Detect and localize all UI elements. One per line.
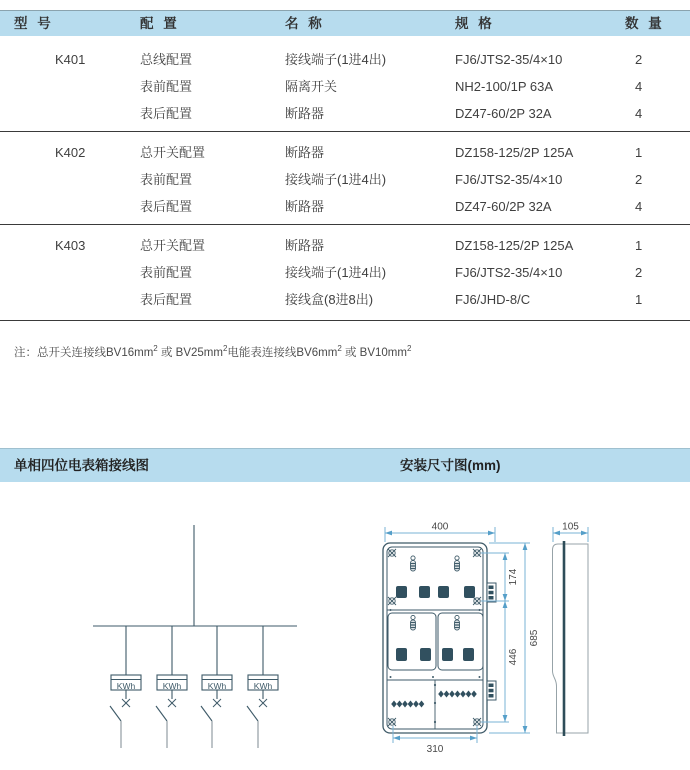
wiring-section-title: 单相四位电表箱接线图 — [14, 458, 149, 473]
qty-cell: 2 — [635, 52, 643, 67]
name-cell: 接线端子(1进4出) — [285, 52, 387, 67]
config-cell: 总开关配置 — [140, 238, 206, 253]
name-cell: 接线端子(1进4出) — [285, 172, 387, 187]
footnote-text: 或 BV10mm — [344, 347, 407, 359]
qty-cell: 1 — [635, 145, 643, 160]
qty-cell: 2 — [635, 265, 643, 280]
footnote-sup: 2 — [406, 344, 412, 354]
breaker-blade — [201, 706, 212, 721]
breaker-blade — [110, 706, 121, 721]
table-group-k402 — [0, 132, 690, 225]
dimension-diagram — [360, 500, 670, 768]
meter-branch — [201, 626, 232, 748]
dim-front-width: 400 — [431, 521, 449, 533]
dim-side-depth: 105 — [562, 521, 579, 533]
model-cell: K403 — [55, 238, 86, 253]
screw-icon — [388, 718, 396, 726]
config-cell: 表后配置 — [140, 292, 193, 307]
table-group-k403 — [0, 225, 690, 321]
bus-lines — [93, 525, 297, 626]
screw-icon — [388, 549, 396, 557]
contact-x-mark — [213, 699, 221, 707]
footnote-label: 注： — [14, 347, 37, 359]
slot-icon — [455, 615, 460, 630]
window — [419, 586, 430, 598]
spec-cell: FJ6/JTS2-35/4×10 — [455, 52, 563, 67]
window — [438, 586, 449, 598]
spec-table — [0, 10, 690, 321]
spec-cell: DZ158-125/2P 125A — [455, 145, 574, 160]
footnote-sup: 2 — [222, 344, 228, 354]
column-header-model: 型 号 — [14, 16, 54, 31]
contact-x-mark — [259, 699, 267, 707]
breaker-blade — [247, 706, 258, 721]
model-cell: K401 — [55, 52, 86, 67]
dim-hole-span-bottom: 310 — [426, 744, 444, 755]
table-header-row — [0, 10, 690, 36]
contact-x-mark — [168, 699, 176, 707]
screw-icon — [473, 549, 481, 557]
config-cell: 表前配置 — [140, 79, 193, 94]
kwh-meter-label: KWh — [207, 681, 227, 691]
dim-hole-span-mid: 446 — [508, 648, 519, 666]
window — [420, 648, 431, 661]
window — [396, 648, 407, 661]
table-group-k401 — [0, 36, 690, 132]
spec-cell: NH2-100/1P 63A — [455, 79, 554, 94]
qty-cell: 1 — [635, 292, 643, 307]
hinge — [487, 583, 496, 602]
qty-cell: 4 — [635, 79, 643, 94]
meter-branch — [156, 626, 187, 748]
meter-branch — [247, 626, 278, 748]
spec-cell: DZ158-125/2P 125A — [455, 238, 574, 253]
window — [442, 648, 453, 661]
meter-branch — [110, 626, 141, 748]
side-outline — [553, 544, 589, 733]
qty-cell: 2 — [635, 172, 643, 187]
name-cell: 断路器 — [285, 238, 325, 253]
screw-icon — [388, 597, 396, 605]
spec-cell: FJ6/JTS2-35/4×10 — [455, 265, 563, 280]
column-header-spec: 规 格 — [455, 16, 495, 31]
kwh-meter-label: KWh — [116, 681, 136, 691]
spec-cell: FJ6/JHD-8/C — [455, 292, 531, 307]
name-cell: 断路器 — [285, 106, 325, 121]
footnote-text: 电能表连接线BV6mm — [227, 347, 338, 359]
slot-icon — [411, 556, 416, 571]
name-cell: 断路器 — [285, 199, 325, 214]
dim-hole-span-top: 174 — [508, 568, 519, 586]
footnote-sup: 2 — [337, 344, 342, 354]
window — [396, 586, 407, 598]
qty-cell: 1 — [635, 238, 643, 253]
kwh-meter-label: KWh — [162, 681, 182, 691]
footnote-text: 总开关连接线BV16mm — [37, 347, 154, 359]
side-view — [553, 541, 589, 736]
config-cell: 总线配置 — [140, 52, 193, 67]
column-header-qty: 数 量 — [625, 16, 665, 31]
name-cell: 接线盒(8进8出) — [285, 292, 374, 307]
column-header-config: 配 置 — [140, 16, 180, 31]
slot-icon — [455, 556, 460, 571]
model-cell: K402 — [55, 145, 86, 160]
qty-cell: 4 — [635, 106, 643, 121]
config-cell: 总开关配置 — [140, 145, 206, 160]
spec-cell: DZ47-60/2P 32A — [455, 106, 552, 121]
qty-cell: 4 — [635, 199, 643, 214]
name-cell: 隔离开关 — [285, 79, 338, 94]
section-header-bar — [0, 448, 690, 482]
footnote-sup: 2 — [153, 344, 158, 354]
config-cell: 表后配置 — [140, 199, 193, 214]
config-cell: 表前配置 — [140, 172, 193, 187]
front-view — [383, 543, 496, 733]
name-cell: 接线端子(1进4出) — [285, 265, 387, 280]
window — [463, 648, 474, 661]
hinge — [487, 681, 496, 700]
spec-cell: DZ47-60/2P 32A — [455, 199, 552, 214]
footnote — [14, 344, 411, 360]
contact-x-mark — [122, 699, 130, 707]
kwh-meter-label: KWh — [253, 681, 273, 691]
slot-icon — [411, 615, 416, 630]
config-cell: 表后配置 — [140, 106, 193, 121]
dim-box-height: 685 — [529, 629, 540, 647]
config-cell: 表前配置 — [140, 265, 193, 280]
footnote-text: 或 BV25mm — [160, 347, 223, 359]
spec-cell: FJ6/JTS2-35/4×10 — [455, 172, 563, 187]
wiring-diagram — [60, 500, 320, 768]
window — [464, 586, 475, 598]
breaker-blade — [156, 706, 167, 721]
column-header-name: 名 称 — [285, 16, 325, 31]
name-cell: 断路器 — [285, 145, 325, 160]
dimension-section-title: 安装尺寸图(mm) — [400, 458, 501, 473]
screw-icon — [473, 718, 481, 726]
screw-icon — [473, 597, 481, 605]
